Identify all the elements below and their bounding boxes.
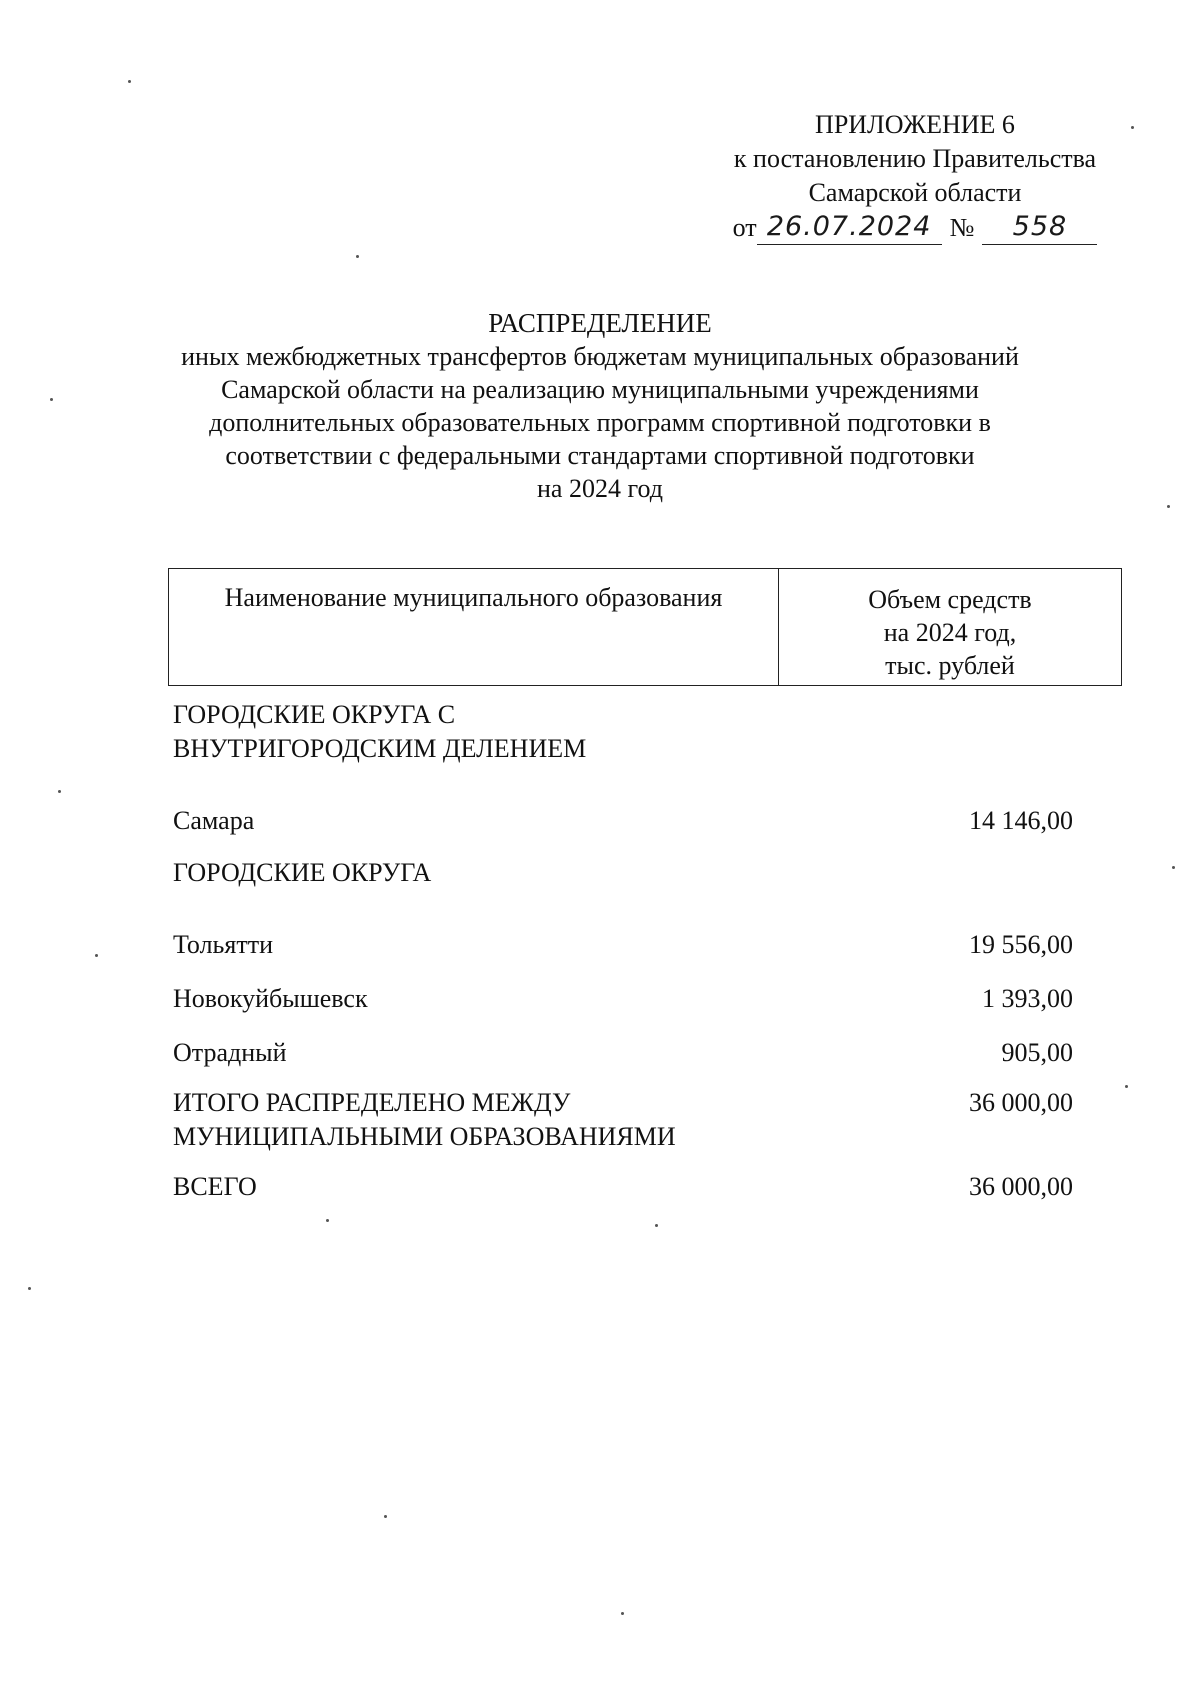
title-line: дополнительных образовательных программ спортивной подготовки в [209,408,991,437]
date-prefix: от [732,213,757,242]
row-value: 19 556,00 [969,930,1073,959]
appendix-number: ПРИЛОЖЕНИЕ 6 [815,110,1015,139]
row-name [173,1086,793,1154]
document-title [80,307,1120,505]
scan-speck [58,790,61,793]
row-value: 1 393,00 [982,984,1073,1013]
scan-speck [50,398,53,401]
row-name: Тольятти [173,930,274,959]
column-header-name: Наименование муниципального образования [169,569,779,685]
handwritten-number: 558 [982,210,1097,245]
row-name: Отрадный [173,1038,287,1067]
scan-speck [1125,1085,1128,1088]
number-sign: № [949,213,975,242]
section-line: ВНУТРИГОРОДСКИМ ДЕЛЕНИЕМ [173,734,587,763]
scan-speck [326,1219,329,1222]
table-row-total-distributed [173,1086,1073,1154]
section-line: ГОРОДСКИЕ ОКРУГА С [173,700,456,729]
section-urban: ГОРОДСКИЕ ОКРУГА [173,858,432,887]
row-value: 905,00 [1001,1038,1073,1067]
scan-speck [1131,126,1134,129]
title-line: соответствии с федеральными стандартами спортивной подготовки [225,441,975,470]
row-name: Новокуйбышевск [173,984,368,1013]
row-value: 36 000,00 [969,1088,1073,1117]
table-row [173,804,1073,838]
column-header-volume [779,569,1121,685]
row-name: ВСЕГО [173,1172,257,1201]
date-number-line [690,210,1140,245]
scan-speck [384,1515,387,1518]
scan-speck [621,1612,624,1615]
title-line: иных межбюджетных трансфертов бюджетам муниципальных образований [181,342,1019,371]
column-header-volume-line: тыс. рублей [885,651,1015,680]
table-row [173,928,1073,962]
column-header-volume-line: Объем средств [868,585,1032,614]
title-line: на 2024 год [537,474,663,503]
table-row-grand-total [173,1170,1073,1204]
table-header [168,568,1122,686]
scan-speck [95,954,98,957]
table-body [173,698,1073,1204]
row-name: Самара [173,806,255,835]
scan-speck [128,80,131,83]
column-header-volume-line: на 2024 год, [883,618,1017,647]
section-urban-with-division [173,698,1073,766]
handwritten-date: 26.07.2024 [757,210,942,245]
scan-speck [356,255,359,258]
appendix-header [690,108,1140,245]
table-row [173,982,1073,1016]
row-name-line: ИТОГО РАСПРЕДЕЛЕНО МЕЖДУ [173,1088,571,1117]
row-value: 14 146,00 [969,806,1073,835]
scan-speck [655,1224,658,1227]
scan-speck [28,1287,31,1290]
title-line: Самарской области на реализацию муниципальными учреждениями [221,375,979,404]
scan-speck [1172,866,1175,869]
scan-speck [1167,505,1170,508]
title-main: РАСПРЕДЕЛЕНИЕ [488,308,712,338]
resolution-line: к постановлению Правительства [733,144,1097,173]
row-name-line: МУНИЦИПАЛЬНЫМИ ОБРАЗОВАНИЯМИ [173,1122,676,1151]
row-value: 36 000,00 [969,1172,1073,1201]
region-line: Самарской области [808,178,1022,207]
table-row [173,1036,1073,1070]
